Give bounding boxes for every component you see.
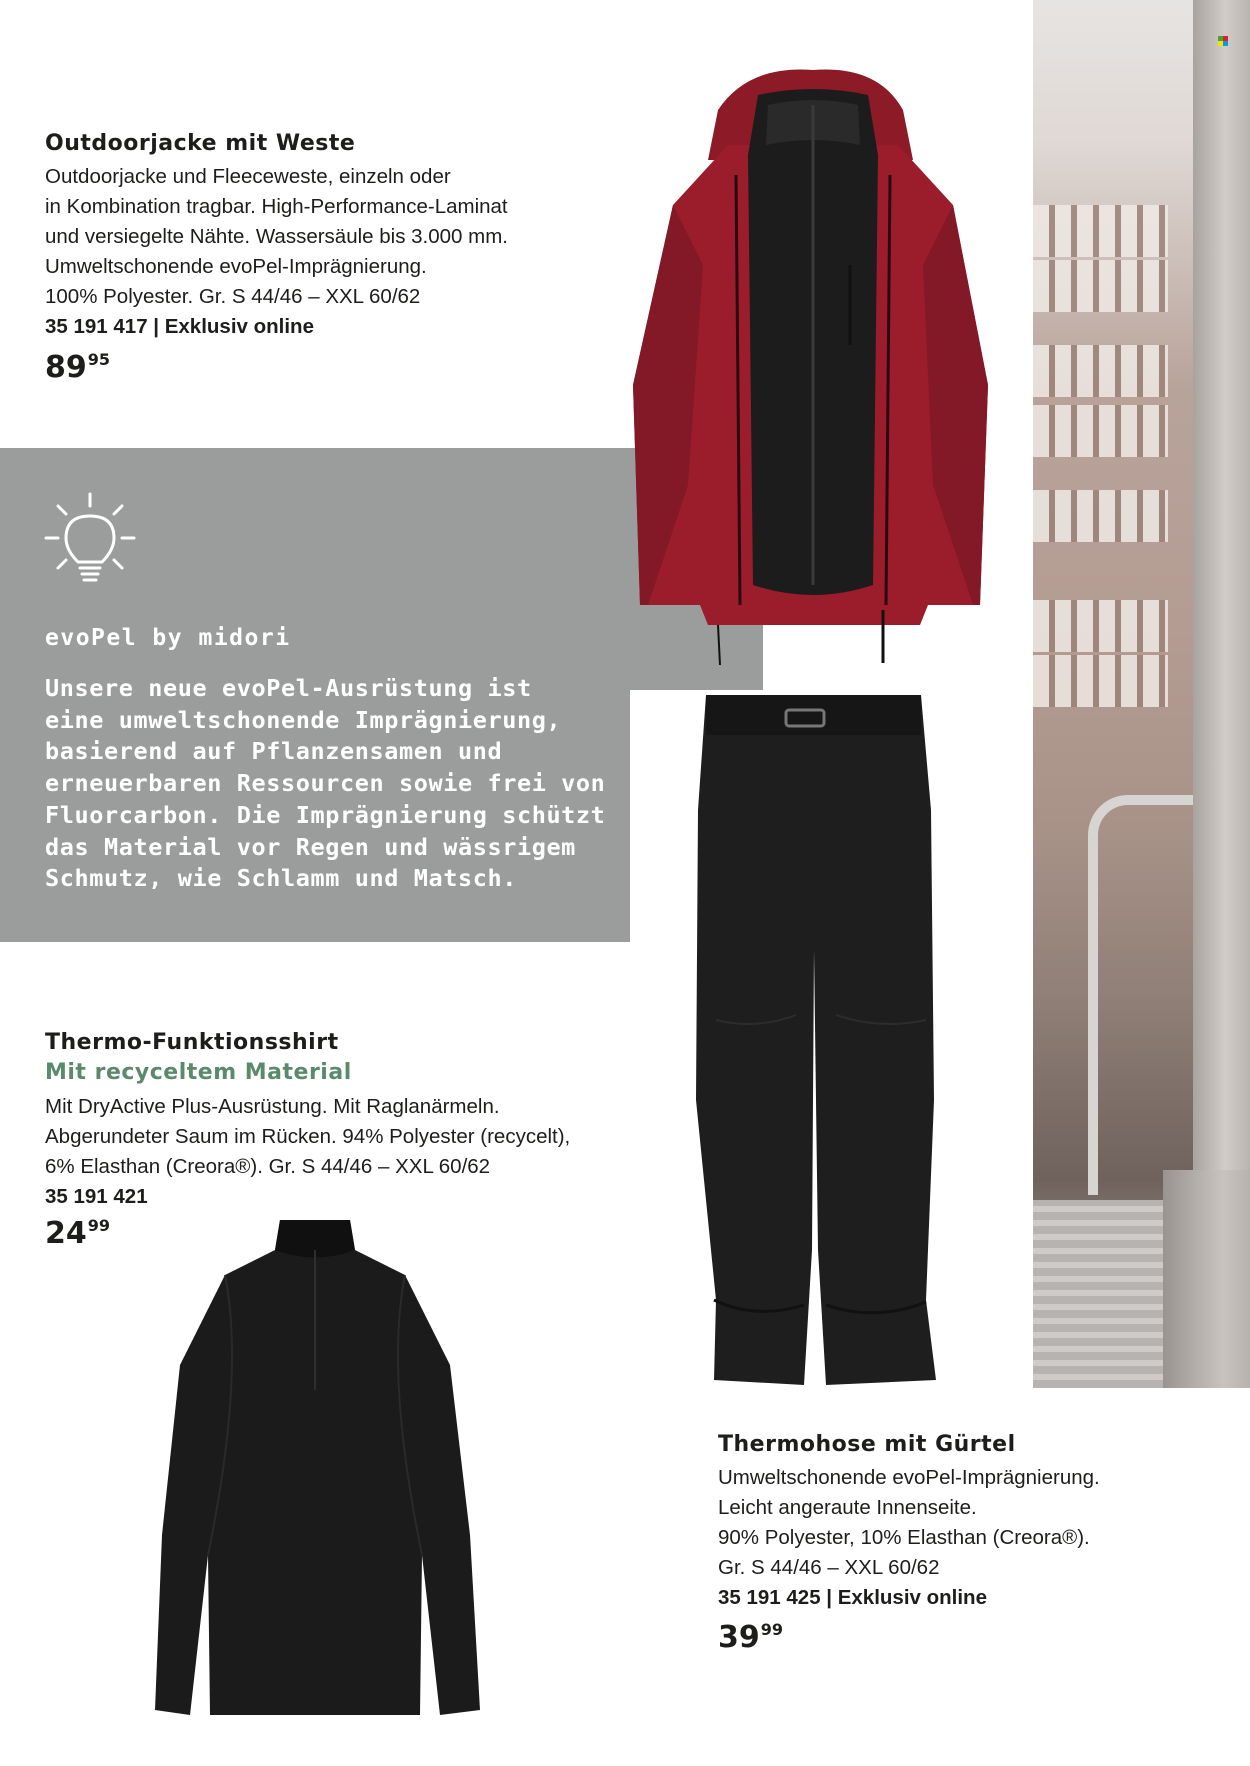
pants-article-number: 35 191 425 | Exklusiv online xyxy=(718,1586,987,1609)
lamp-post-base xyxy=(1163,1170,1250,1388)
building-window-row xyxy=(1033,490,1168,542)
info-box-line: erneuerbaren Ressourcen sowie frei von xyxy=(45,769,606,798)
building-window-row xyxy=(1033,205,1168,257)
jacket-description-line: Outdoorjacke und Fleeceweste, einzeln oder xyxy=(45,165,451,188)
building-window-row xyxy=(1033,655,1168,707)
shirt-article-number: 35 191 421 xyxy=(45,1185,148,1208)
info-box-text xyxy=(45,673,625,895)
info-box-line: eine umweltschonende Imprägnierung, xyxy=(45,705,562,734)
pants-image xyxy=(686,690,946,1390)
building-window-row xyxy=(1033,600,1168,652)
pants-description-line: Leicht angeraute Innenseite. xyxy=(718,1496,977,1519)
jacket-price-cents: 95 xyxy=(87,350,111,369)
info-box-title: evoPel by midori xyxy=(45,625,291,651)
building-window-row xyxy=(1033,405,1168,457)
shirt-price xyxy=(45,1216,110,1251)
shirt-description xyxy=(45,1092,635,1212)
handrail xyxy=(1088,795,1208,850)
shirt-subtitle: Mit recyceltem Material xyxy=(45,1060,352,1085)
info-box-line: das Material vor Regen und wässrigem xyxy=(45,832,576,861)
handrail-post xyxy=(1088,835,1098,1195)
jacket-description-line: in Kombination tragbar. High-Performance-Laminat xyxy=(45,195,508,218)
shirt-price-cents: 99 xyxy=(87,1216,111,1235)
shirt-description-line: Mit DryActive Plus-Ausrüstung. Mit Raglanärmeln. xyxy=(45,1095,500,1118)
shirt-image xyxy=(150,1215,480,1720)
jacket-price xyxy=(45,350,110,385)
info-box-line: Unsere neue evoPel-Ausrüstung ist xyxy=(45,674,532,702)
pants-description-line: 90% Polyester, 10% Elasthan (Creora®). xyxy=(718,1526,1090,1549)
jacket-description-line: und versiegelte Nähte. Wassersäule bis 3.000 mm. xyxy=(45,225,508,248)
building-window-row xyxy=(1033,260,1168,312)
brand-dots-icon xyxy=(1218,36,1228,46)
pants-title: Thermohose mit Gürtel xyxy=(718,1432,1016,1457)
pants-description-line: Gr. S 44/46 – XXL 60/62 xyxy=(718,1556,940,1579)
building-window-row xyxy=(1033,345,1168,397)
shirt-description-line: Abgerundeter Saum im Rücken. 94% Polyester (recycelt), xyxy=(45,1125,571,1148)
pants-price xyxy=(718,1620,783,1655)
pants-price-main: 39 xyxy=(718,1620,760,1655)
jacket-title: Outdoorjacke mit Weste xyxy=(45,131,356,156)
shirt-price-main: 24 xyxy=(45,1216,87,1251)
jacket-price-main: 89 xyxy=(45,350,87,385)
jacket-description-line: 100% Polyester. Gr. S 44/46 – XXL 60/62 xyxy=(45,285,421,308)
lightbulb-icon xyxy=(44,490,136,585)
info-box-line: basierend auf Pflanzensamen und xyxy=(45,737,503,766)
jacket-article-number: 35 191 417 | Exklusiv online xyxy=(45,315,314,338)
jacket-description-line: Umweltschonende evoPel-Imprägnierung. xyxy=(45,255,427,278)
jacket-image xyxy=(628,65,998,665)
pants-price-cents: 99 xyxy=(760,1620,784,1639)
shirt-description-line: 6% Elasthan (Creora®). Gr. S 44/46 – XXL 60/62 xyxy=(45,1155,491,1178)
background-photo-building xyxy=(1033,0,1250,1388)
pants-description-line: Umweltschonende evoPel-Imprägnierung. xyxy=(718,1466,1100,1489)
info-box-line: Schmutz, wie Schlamm und Matsch. xyxy=(45,864,517,893)
shirt-title: Thermo-Funktionsshirt xyxy=(45,1030,339,1055)
pants-description xyxy=(718,1463,1238,1613)
jacket-description xyxy=(45,162,625,342)
info-box-line: Fluorcarbon. Die Imprägnierung schützt xyxy=(45,800,606,829)
